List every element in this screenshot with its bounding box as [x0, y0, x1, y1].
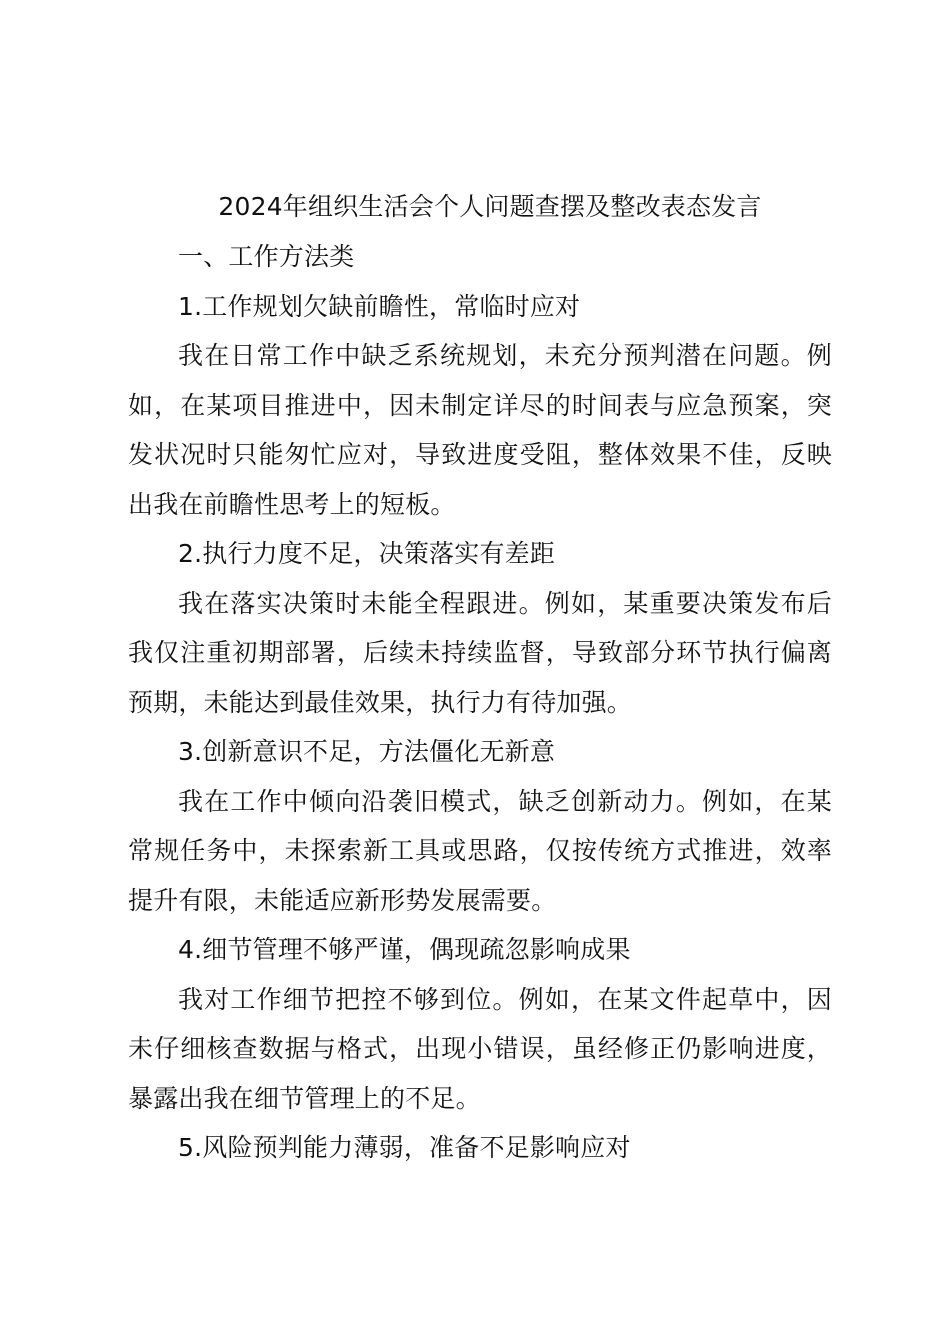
item-heading-1: 1.工作规划欠缺前瞻性，常临时应对: [178, 291, 581, 321]
item-heading-5: 5.风险预判能力薄弱，准备不足影响应对: [178, 1133, 631, 1162]
document-title: 2024年组织生活会个人问题查摆及整改表态发言: [218, 192, 762, 221]
item-body-2: 我在落实决策时未能全程跟进。例如，某重要决策发布后我仅注重初期部署，后续未持续监督，导致部分环节执行偏离预期，未能达到最佳效果，执行力有待加强。: [128, 588, 832, 717]
item-body-1: 我在日常工作中缺乏系统规划，未充分预判潜在问题。例如，在某项目推进中，因未制定详尽的时间表与应急预案，突发状况时只能匆忙应对，导致进度受阻，整体效果不佳，反映出我在前瞻性思考上的短板。: [128, 341, 832, 519]
section-heading: 一、工作方法类: [178, 242, 355, 271]
document-body: [128, 182, 832, 1173]
item-body-3: 我在工作中倾向沿袭旧模式，缺乏创新动力。例如，在某常规任务中，未探索新工具或思路，仅按传统方式推进，效率提升有限，未能适应新形势发展需要。: [128, 786, 832, 915]
item-heading-3: 3.创新意识不足，方法僵化无新意: [178, 737, 556, 766]
item-heading-2: 2.执行力度不足，决策落实有差距: [178, 539, 556, 568]
item-body-4: 我对工作细节把控不够到位。例如，在某文件起草中，因未仔细核查数据与格式，出现小错误，虽经修正仍影响进度，暴露出我在细节管理上的不足。: [128, 984, 832, 1113]
item-heading-4: 4.细节管理不够严谨，偶现疏忽影响成果: [178, 935, 631, 964]
